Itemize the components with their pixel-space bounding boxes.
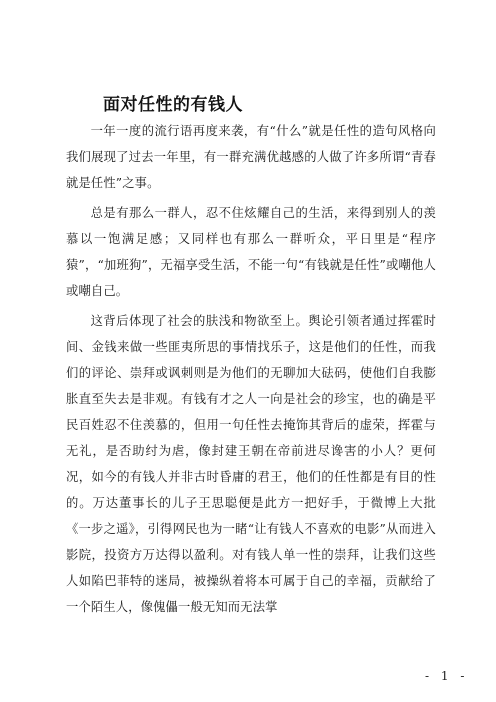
document-body	[66, 118, 436, 624]
paragraph-2: 总是有那么一群人，忍不住炫耀自己的生活，来得到别人的羡慕以一饱满足感；又同样也有那么一群听众，平日里是“程序猿”，“加班狗”，无福享受生活，不能一句“有钱就是任性”或嘲他人或嘲自己。	[66, 206, 436, 298]
paragraph-1: 一年一度的流行语再度来袭，有“什么”就是任性的造句风格向我们展现了过去一年里，有一群充满优越感的人做了许多所谓“青春就是任性”之事。	[66, 124, 436, 190]
paragraph-3: 这背后体现了社会的肤浅和物欲至上。舆论引领者通过挥霍时间、金钱来做一些匪夷所思的事情找乐子，这是他们的任性，而我们的评论、崇拜或讽刺则是为他们的无聊加大砝码，使他们自我膨胀直至失去是非观。有钱有才之人一向是社会的珍宝，也的确是平民百姓忍不住羡慕的，但用一句任性去掩饰其背后的虚荣，挥霍与无礼，是否助纣为虐，像封建王朝在帝前进尽谗害的小人？更何况，如今的有钱人并非古时昏庸的君王，他们的任性都是有目的性的。万达董事长的儿子王思聪便是此方一把好手，于微博上大批《一步之遥》，引得网民也为一睹“让有钱人不喜欢的电影”从而进入影院，投资方万达得以盈利。对有钱人单一性的崇拜，让我们这些人如陷巴菲特的迷局，被操纵着将本可属于自己的幸福，贡献给了一个陌生人，像傀儡一般无知而无法掌	[66, 314, 436, 614]
document-title: 面对任性的有钱人	[103, 95, 243, 115]
page-number: - 1 -	[425, 669, 469, 683]
